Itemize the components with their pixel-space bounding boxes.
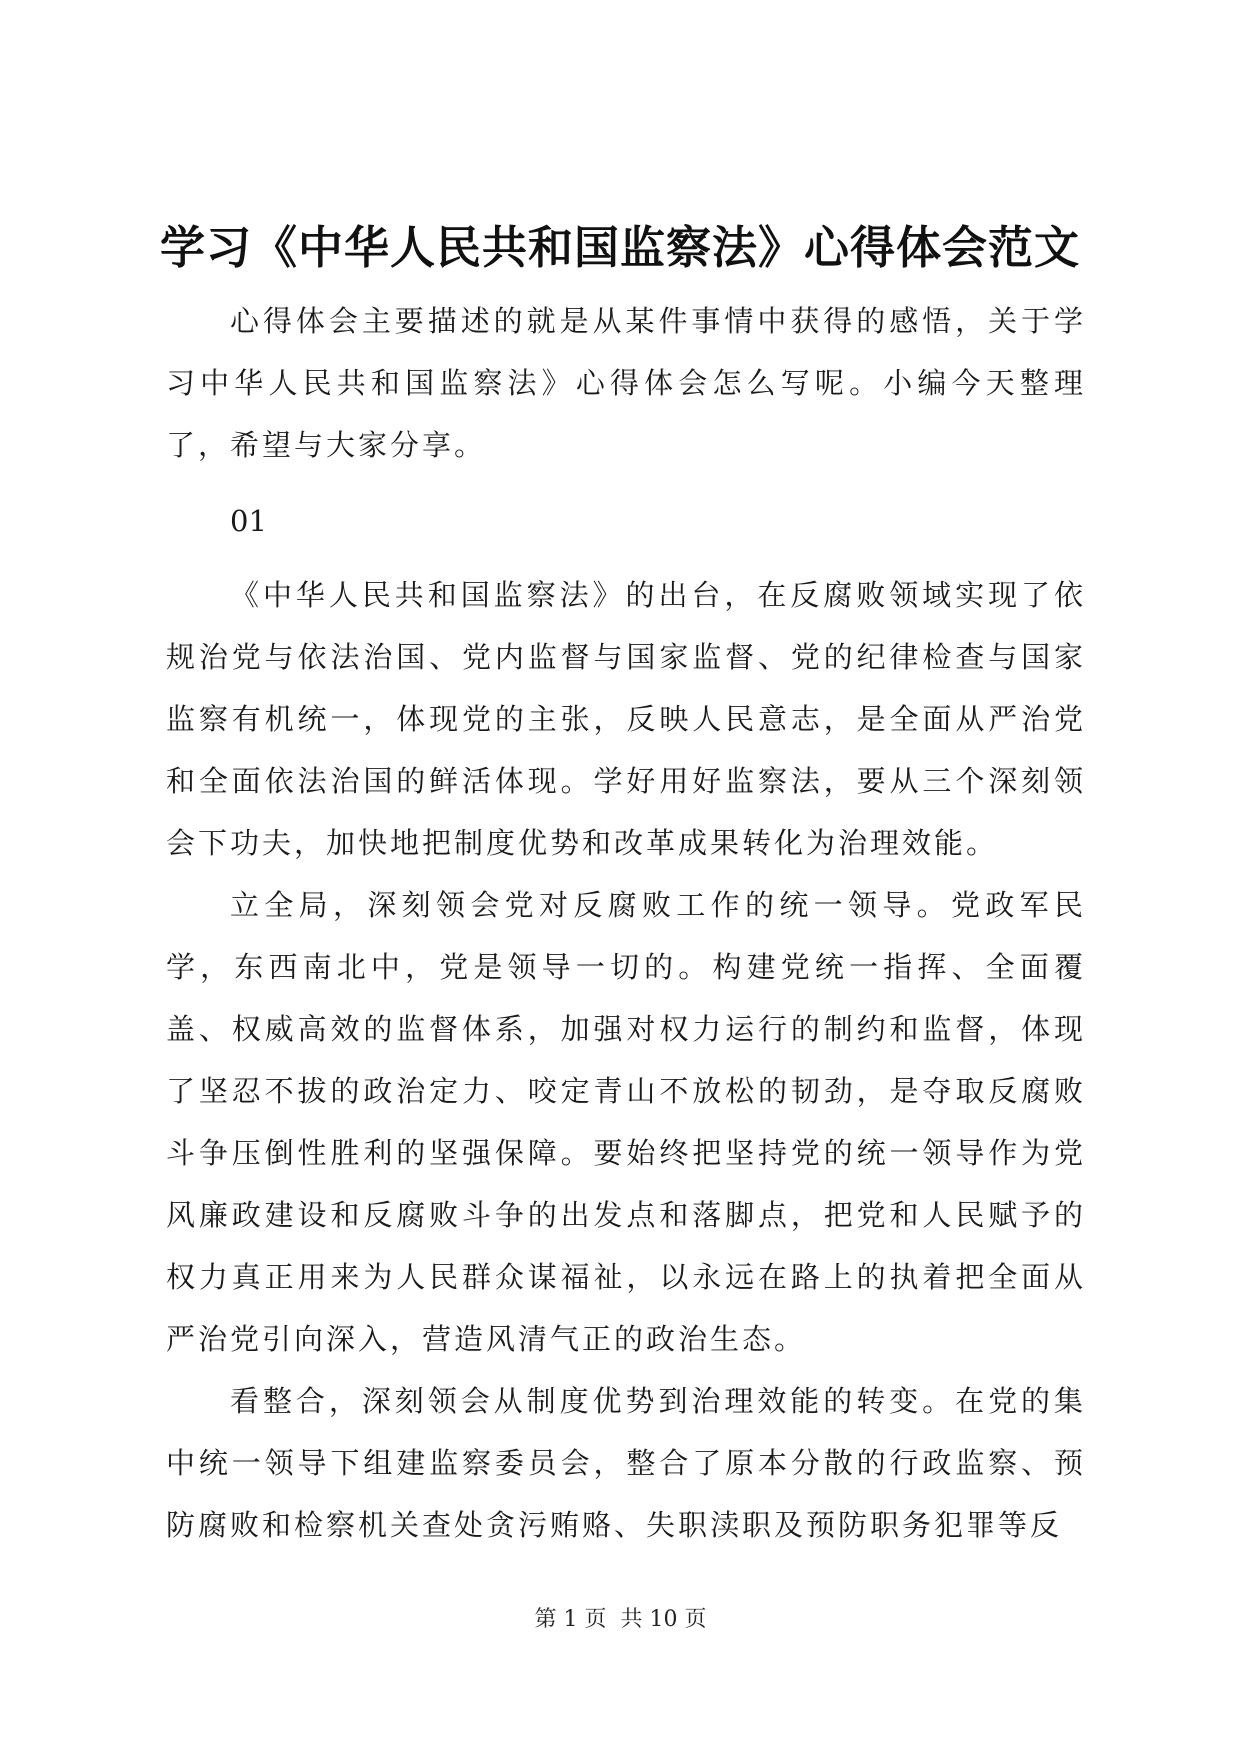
body-paragraph-2: 立全局，深刻领会党对反腐败工作的统一领导。党政军民学，东西南北中，党是领导一切的。构建党统一指挥、全面覆盖、权威高效的监督体系，加强对权力运行的制约和监督，体现了坚忍不拔的政治定力、咬定青山不放松的韧劲，是夺取反腐败斗争压倒性胜利的坚强保障。要始终把坚持党的统一领导作为党风廉政建设和反腐败斗争的出发点和落脚点，把党和人民赋予的权力真正用来为人民群众谋福祉，以永远在路上的执着把全面从严治党引向深入，营造风清气正的政治生态。 [166, 888, 1086, 1356]
document-body [166, 290, 1086, 1556]
section-number: 01 [230, 504, 267, 538]
document-title: 学习《中华人民共和国监察法》心得体会范文 [160, 221, 1081, 274]
page-footer: 第 1 页 共 10 页 [534, 1607, 707, 1632]
intro-paragraph: 心得体会主要描述的就是从某件事情中获得的感悟，关于学习中华人民共和国监察法》心得体会怎么写呢。小编今天整理了，希望与大家分享。 [166, 304, 1086, 462]
body-paragraph-3: 看整合，深刻领会从制度优势到治理效能的转变。在党的集中统一领导下组建监察委员会，整合了原本分散的行政监察、预防腐败和检察机关查处贪污贿赂、失职渎职及预防职务犯罪等反 [166, 1384, 1086, 1542]
body-paragraph-1: 《中华人民共和国监察法》的出台，在反腐败领域实现了依规治党与依法治国、党内监督与国家监督、党的纪律检查与国家监察有机统一，体现党的主张，反映人民意志，是全面从严治党和全面依法治国的鲜活体现。学好用好监察法，要从三个深刻领会下功夫，加快地把制度优势和改革成果转化为治理效能。 [166, 578, 1086, 860]
